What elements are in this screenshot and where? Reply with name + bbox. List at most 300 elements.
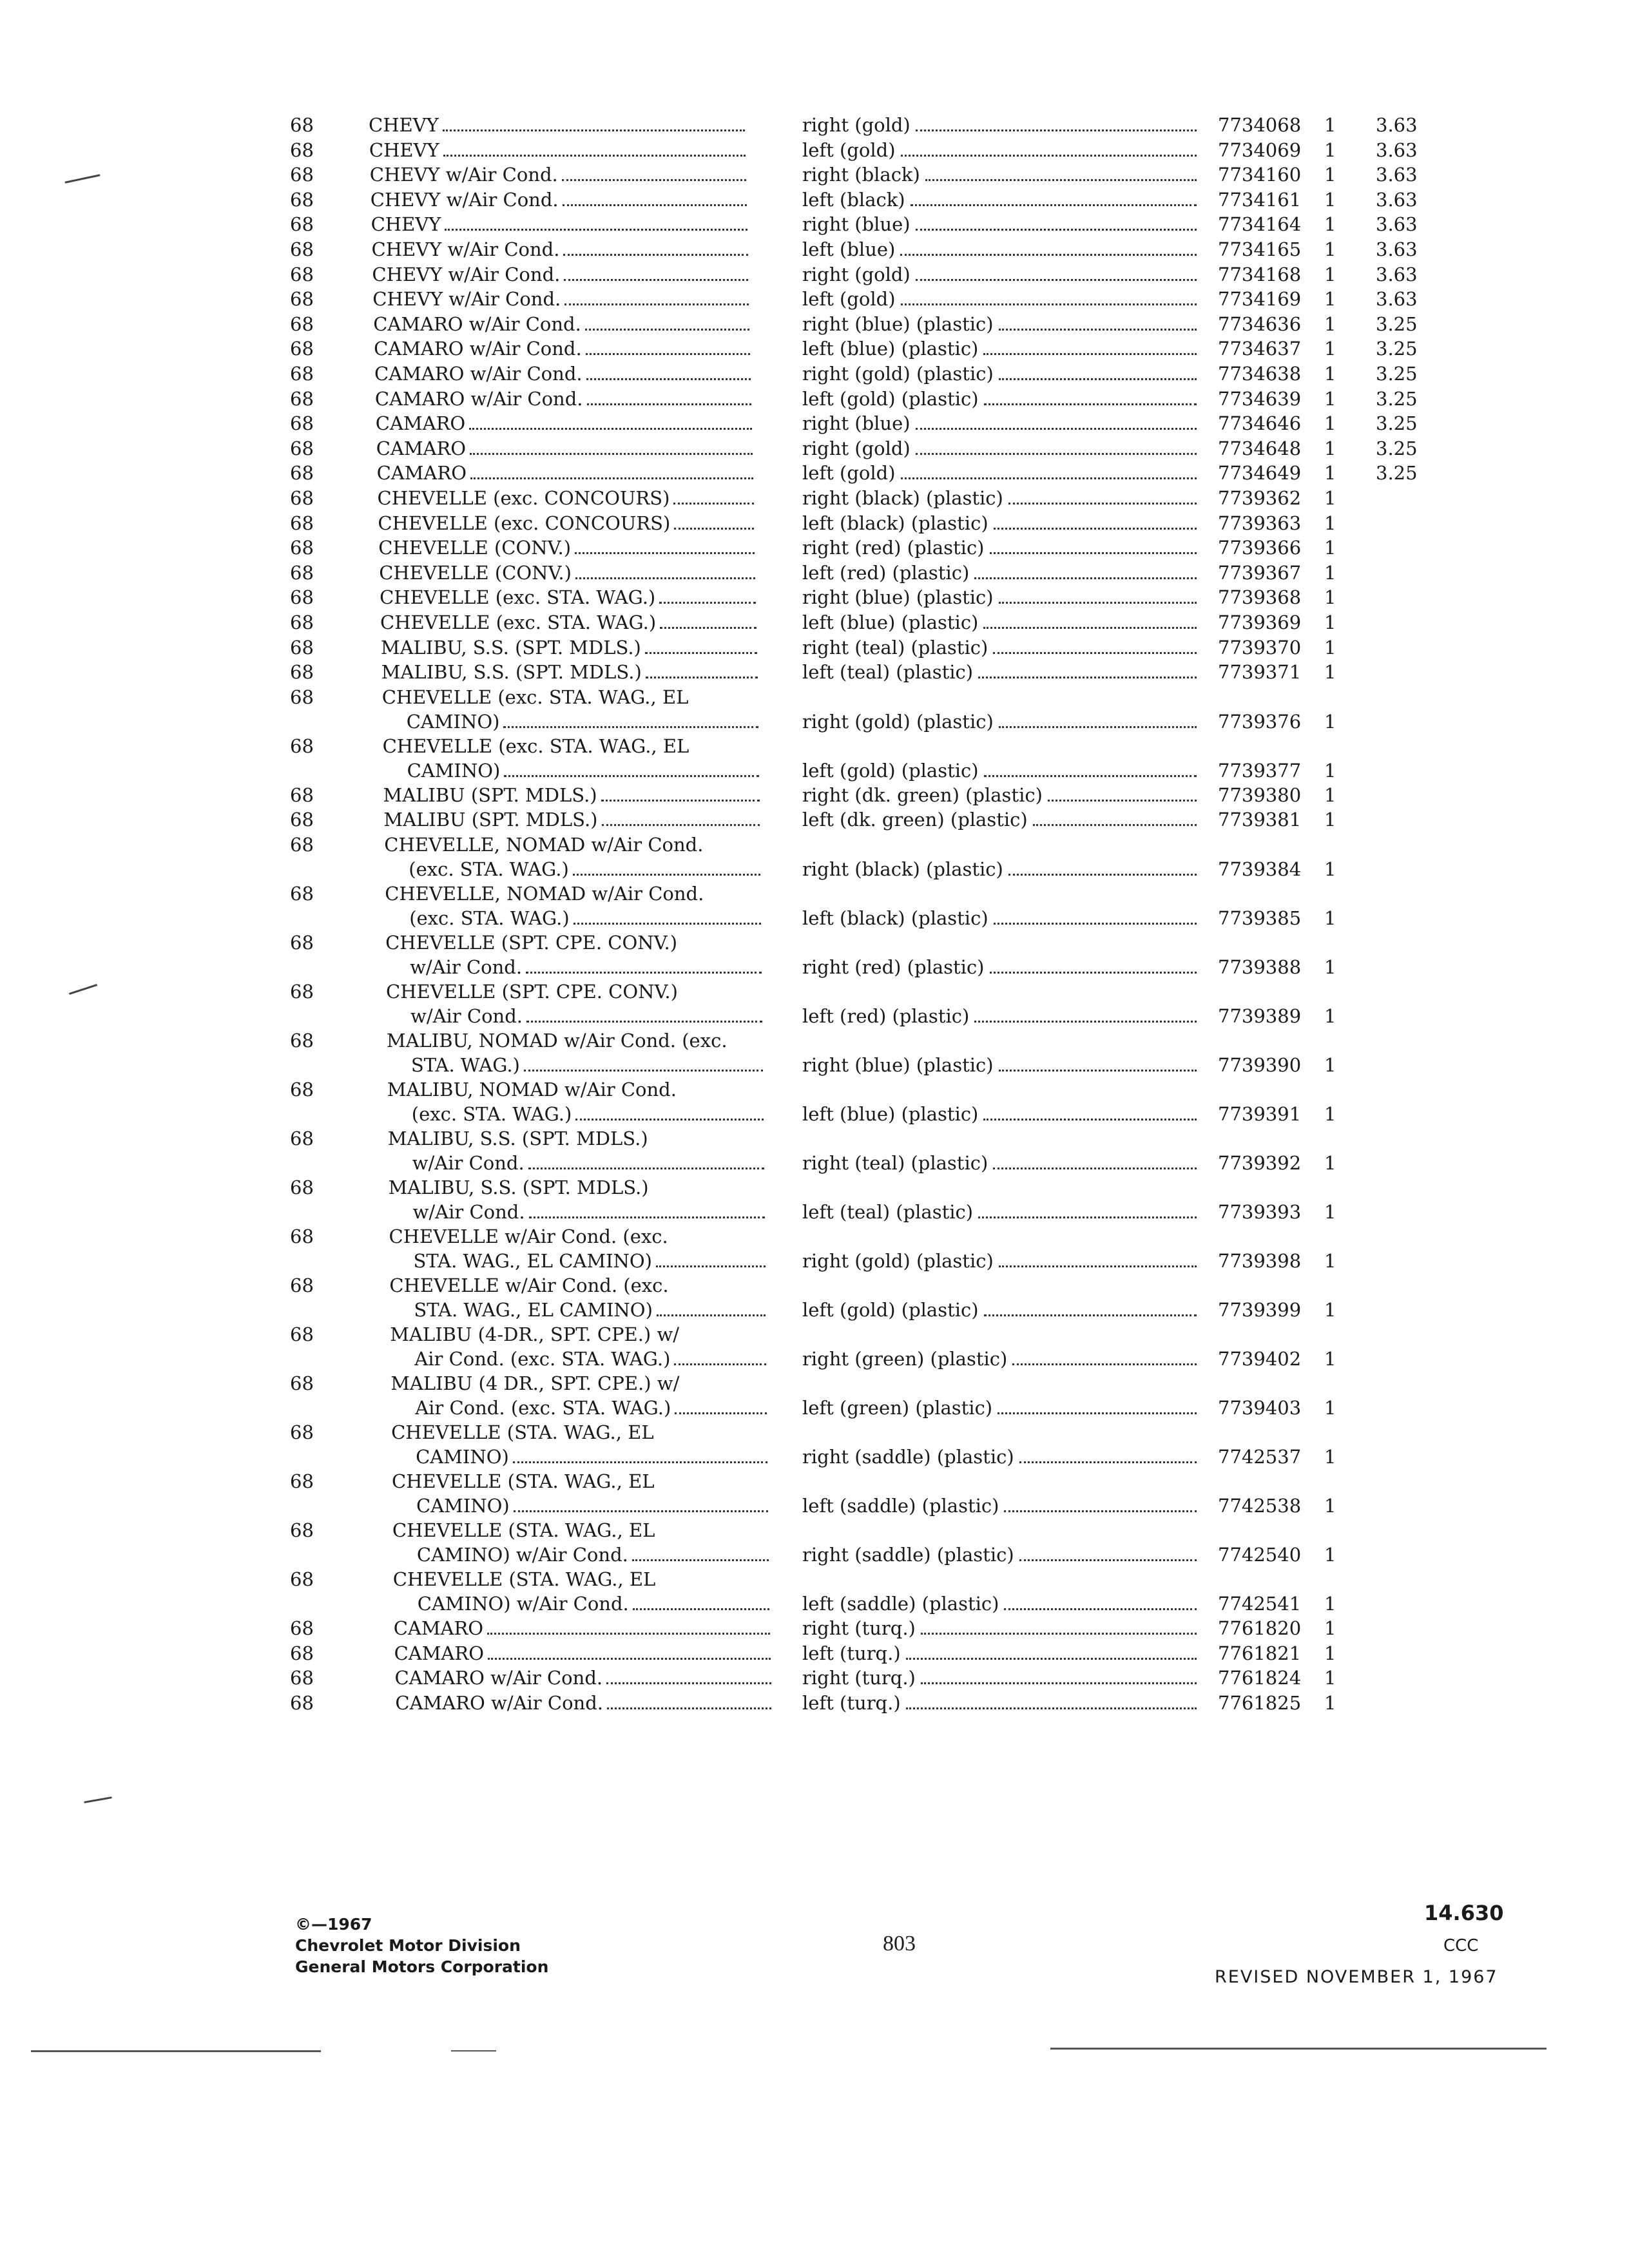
quantity: 1 <box>1324 188 1336 211</box>
model-text: CHEVELLE (CONV.) <box>379 561 572 584</box>
dot-leader <box>674 1363 766 1365</box>
description-text: left (green) (plastic) <box>802 1397 993 1419</box>
model-year: 68 <box>290 188 314 211</box>
description-text: left (gold) <box>802 462 896 485</box>
description-text: right (turq.) <box>802 1617 916 1639</box>
quantity: 1 <box>1324 338 1336 360</box>
part-description <box>802 1249 1202 1273</box>
model-description <box>390 1322 770 1371</box>
description-text: right (saddle) (plastic) <box>802 1544 1014 1566</box>
model-text: CHEVELLE (exc. STA. WAG., EL <box>381 686 689 708</box>
dot-leader <box>999 726 1197 728</box>
model-text: CAMARO w/Air Cond. <box>374 387 583 410</box>
model-description <box>383 783 764 807</box>
dot-leader <box>911 204 1197 206</box>
model-description <box>395 1666 775 1690</box>
margin-mark <box>69 984 98 995</box>
model-year: 68 <box>290 1274 314 1296</box>
part-number: 7734638 <box>1218 363 1302 385</box>
dot-leader <box>993 1168 1197 1169</box>
model-year: 68 <box>290 412 314 435</box>
model-description <box>378 486 758 510</box>
dot-leader <box>564 303 749 305</box>
model-description <box>373 312 753 336</box>
price: 3.63 <box>1376 164 1418 186</box>
description-text: left (saddle) (plastic) <box>802 1593 999 1615</box>
part-description <box>802 486 1202 510</box>
part-description <box>802 1298 1202 1322</box>
dot-leader <box>999 329 1197 331</box>
model-year: 68 <box>290 338 314 360</box>
model-year: 68 <box>290 512 314 534</box>
model-text: CHEVELLE (STA. WAG., EL <box>391 1421 654 1443</box>
part-number: 7734160 <box>1218 164 1302 186</box>
part-number: 7739380 <box>1218 783 1302 806</box>
part-number: 7739377 <box>1218 759 1302 782</box>
model-year: 68 <box>290 561 314 584</box>
dot-leader <box>1019 1559 1197 1561</box>
dot-leader <box>990 552 1197 554</box>
model-year: 68 <box>290 586 314 609</box>
description-text: left (gold) (plastic) <box>802 759 979 782</box>
part-description <box>802 857 1202 881</box>
part-number: 7739384 <box>1218 858 1302 880</box>
quantity: 1 <box>1324 907 1336 929</box>
model-text-continued: (exc. STA. WAG.) <box>409 907 570 929</box>
model-text-continued: STA. WAG., EL CAMINO) <box>414 1299 653 1321</box>
model-description <box>385 881 765 930</box>
model-year: 68 <box>290 1568 314 1590</box>
dot-leader <box>443 155 746 157</box>
dot-leader <box>998 1412 1197 1414</box>
dot-leader <box>575 1119 764 1120</box>
dot-leader <box>573 874 761 876</box>
dot-leader <box>916 428 1197 430</box>
part-description <box>802 138 1202 162</box>
dot-leader <box>974 1021 1197 1023</box>
model-text: CAMARO <box>376 462 467 485</box>
description-text: right (black) <box>802 164 920 186</box>
part-number: 7739367 <box>1218 561 1302 584</box>
model-year: 68 <box>290 537 314 559</box>
model-text-continued: STA. WAG., EL CAMINO) <box>413 1250 652 1272</box>
margin-mark <box>84 1796 112 1803</box>
part-description <box>802 212 1202 236</box>
model-year: 68 <box>290 1691 314 1714</box>
quantity: 1 <box>1324 312 1336 335</box>
part-description <box>802 113 1202 137</box>
dot-leader <box>999 1070 1197 1072</box>
part-description <box>802 1616 1202 1640</box>
part-number: 7734161 <box>1218 188 1302 211</box>
part-number: 7734069 <box>1218 139 1302 161</box>
model-year: 68 <box>290 487 314 509</box>
dot-leader <box>906 1707 1197 1709</box>
model-text: CAMARO w/Air Cond. <box>374 363 583 385</box>
model-description <box>381 635 761 660</box>
quantity: 1 <box>1324 412 1336 435</box>
part-number: 7734637 <box>1218 338 1302 360</box>
description-text: right (saddle) (plastic) <box>802 1446 1014 1468</box>
dot-leader <box>562 179 746 181</box>
price: 3.63 <box>1376 213 1418 236</box>
model-text: CHEVELLE (SPT. CPE. CONV.) <box>386 981 678 1003</box>
dot-leader <box>921 1682 1197 1684</box>
part-description <box>802 1494 1202 1518</box>
model-text-continued: CAMINO) w/Air Cond. <box>416 1544 628 1566</box>
model-year: 68 <box>290 238 314 260</box>
part-number: 7739399 <box>1218 1299 1302 1321</box>
model-text: CHEVELLE w/Air Cond. (exc. <box>389 1274 669 1296</box>
description-text: right (dk. green) (plastic) <box>802 783 1043 806</box>
dot-leader <box>563 204 747 206</box>
quantity: 1 <box>1324 1348 1336 1370</box>
model-year: 68 <box>290 139 314 161</box>
model-year: 68 <box>290 661 314 684</box>
model-year: 68 <box>290 263 314 285</box>
part-description <box>802 312 1202 336</box>
model-text-continued: w/Air Cond. <box>410 1005 523 1027</box>
part-number: 7739376 <box>1218 710 1302 733</box>
description-text: left (turq.) <box>802 1691 901 1714</box>
part-number: 7734636 <box>1218 312 1302 335</box>
model-description <box>389 1273 769 1322</box>
quantity: 1 <box>1324 1667 1336 1689</box>
model-year: 68 <box>290 1177 314 1198</box>
dot-leader <box>901 155 1197 157</box>
description-text: right (turq.) <box>802 1667 916 1689</box>
dot-leader <box>984 403 1197 405</box>
model-text-continued: Air Cond. (exc. STA. WAG.) <box>415 1397 671 1419</box>
price: 3.25 <box>1376 312 1418 335</box>
model-text: CAMARO <box>375 412 466 435</box>
dot-leader <box>675 1412 767 1414</box>
price: 3.25 <box>1376 363 1418 385</box>
model-description <box>389 1175 769 1224</box>
model-year: 68 <box>290 462 314 485</box>
dot-leader <box>470 477 753 479</box>
part-number: 7739385 <box>1218 907 1302 929</box>
dot-leader <box>673 503 753 505</box>
model-description <box>390 1371 771 1420</box>
model-text: CHEVY w/Air Cond. <box>372 288 561 311</box>
model-year: 68 <box>290 1128 314 1149</box>
description-text: left (dk. green) (plastic) <box>802 809 1028 831</box>
dot-leader <box>587 403 751 405</box>
model-year: 68 <box>290 834 314 856</box>
dot-leader <box>901 303 1197 305</box>
part-description <box>802 1053 1202 1077</box>
quantity: 1 <box>1324 537 1336 559</box>
part-description <box>802 436 1202 461</box>
model-text-continued: CAMINO) <box>416 1495 510 1517</box>
dot-leader <box>994 923 1197 925</box>
quantity: 1 <box>1324 164 1336 186</box>
quantity: 1 <box>1324 1495 1336 1517</box>
model-year: 68 <box>290 1470 314 1492</box>
dot-leader <box>564 279 748 281</box>
part-description <box>802 387 1202 411</box>
quantity: 1 <box>1324 462 1336 485</box>
dot-leader <box>916 453 1197 455</box>
model-text-continued: CAMINO) w/Air Cond. <box>417 1593 629 1615</box>
model-text: CHEVELLE (STA. WAG., EL <box>392 1519 655 1541</box>
dot-leader <box>524 1070 763 1072</box>
description-text: right (gold) (plastic) <box>802 1250 994 1272</box>
quantity: 1 <box>1324 661 1336 684</box>
description-text: left (black) (plastic) <box>802 907 988 929</box>
dot-leader <box>632 1559 769 1561</box>
model-description <box>392 1518 773 1567</box>
dot-leader <box>983 1119 1197 1120</box>
model-year: 68 <box>290 1323 314 1345</box>
part-description <box>802 585 1202 610</box>
part-description <box>802 411 1202 436</box>
dot-leader <box>575 577 755 579</box>
description-text: left (turq.) <box>802 1642 901 1664</box>
description-text: right (blue) (plastic) <box>802 312 994 335</box>
part-description <box>802 1396 1202 1420</box>
quantity: 1 <box>1324 1005 1336 1027</box>
dot-leader <box>585 329 749 331</box>
model-description <box>394 1616 774 1640</box>
part-number: 7739390 <box>1218 1054 1302 1076</box>
quantity: 1 <box>1324 288 1336 311</box>
quantity: 1 <box>1324 487 1336 509</box>
part-description <box>802 162 1202 187</box>
quantity: 1 <box>1324 1617 1336 1639</box>
dot-leader <box>984 775 1197 777</box>
model-text: CAMARO <box>394 1642 484 1664</box>
model-description <box>372 287 753 311</box>
model-year: 68 <box>290 437 314 459</box>
model-description <box>380 610 760 635</box>
dot-leader <box>526 972 762 974</box>
model-description <box>377 461 757 485</box>
quantity: 1 <box>1324 213 1336 236</box>
price: 3.25 <box>1376 462 1418 485</box>
model-text: CHEVELLE (SPT. CPE. CONV.) <box>385 932 678 954</box>
description-text: left (red) (plastic) <box>802 561 970 584</box>
model-description <box>387 1077 767 1126</box>
dot-leader <box>978 677 1197 678</box>
model-text: CHEVY <box>369 139 439 161</box>
revision-date: REVISED NOVEMBER 1, 1967 <box>1215 1967 1498 1987</box>
part-number: 7734169 <box>1218 288 1302 311</box>
model-text: CAMARO <box>393 1617 484 1639</box>
part-description <box>802 783 1202 807</box>
quantity: 1 <box>1324 759 1336 782</box>
part-number: 7761820 <box>1218 1617 1302 1639</box>
part-number: 7734165 <box>1218 238 1302 260</box>
model-year: 68 <box>290 1225 314 1247</box>
model-text: MALIBU, NOMAD w/Air Cond. (exc. <box>386 1030 728 1052</box>
part-description <box>802 906 1202 930</box>
quantity: 1 <box>1324 636 1336 658</box>
description-text: right (green) (plastic) <box>802 1348 1008 1370</box>
model-description <box>375 387 755 411</box>
description-text: right (red) (plastic) <box>802 956 985 978</box>
description-text: right (gold) <box>802 263 911 285</box>
section-code: CCC <box>1443 1936 1479 1956</box>
model-text: CHEVELLE (CONV.) <box>378 537 572 559</box>
part-description <box>802 1445 1202 1469</box>
model-year: 68 <box>290 686 314 708</box>
model-description <box>395 1691 775 1715</box>
quantity: 1 <box>1324 263 1336 285</box>
copyright-block <box>295 1914 548 1977</box>
model-text: MALIBU, NOMAD w/Air Cond. <box>387 1079 677 1100</box>
dot-leader <box>504 775 758 777</box>
quantity: 1 <box>1324 1201 1336 1223</box>
dot-leader <box>656 1265 766 1267</box>
dot-leader <box>1019 1461 1197 1463</box>
quantity: 1 <box>1324 783 1336 806</box>
model-text: CHEVELLE (STA. WAG., EL <box>392 1568 656 1590</box>
description-text: left (gold) <box>802 288 896 311</box>
part-description <box>802 955 1202 979</box>
part-number: 7734639 <box>1218 387 1302 410</box>
description-text: right (gold) <box>802 114 911 136</box>
part-description <box>802 561 1202 585</box>
model-text-continued: (exc. STA. WAG.) <box>411 1103 572 1125</box>
model-text: CHEVELLE, NOMAD w/Air Cond. <box>384 834 704 856</box>
part-number: 7761825 <box>1218 1691 1302 1714</box>
model-description <box>388 1126 768 1175</box>
description-text: right (black) (plastic) <box>802 858 1003 880</box>
part-description <box>802 187 1202 212</box>
dot-leader <box>646 677 758 678</box>
model-description <box>371 212 751 236</box>
part-description <box>802 262 1202 287</box>
model-description <box>378 535 758 560</box>
dot-leader <box>900 254 1197 256</box>
quantity: 1 <box>1324 1103 1336 1125</box>
quantity: 1 <box>1324 956 1336 978</box>
price: 3.63 <box>1376 238 1418 260</box>
description-text: left (teal) (plastic) <box>802 1201 974 1223</box>
dot-leader <box>999 602 1197 604</box>
dot-leader <box>1012 1363 1197 1365</box>
part-number: 7739389 <box>1218 1005 1302 1027</box>
dot-leader <box>563 254 747 256</box>
model-text-continued: CAMINO) <box>406 710 500 733</box>
dot-leader <box>660 627 757 629</box>
description-text: right (blue) <box>802 213 911 236</box>
dot-leader <box>1008 503 1197 505</box>
model-year: 68 <box>290 1421 314 1443</box>
model-text: CHEVY <box>369 114 439 136</box>
dot-leader <box>659 602 756 604</box>
dot-leader <box>488 1658 771 1660</box>
dot-leader <box>470 453 753 455</box>
section-number: 14.630 <box>1424 1901 1504 1925</box>
model-description <box>376 411 756 436</box>
part-number: 7739371 <box>1218 661 1302 684</box>
model-year: 68 <box>290 611 314 633</box>
model-text: CAMARO <box>376 437 467 459</box>
description-text: left (blue) (plastic) <box>802 611 979 633</box>
part-number: 7739392 <box>1218 1152 1302 1174</box>
description-text: right (gold) <box>802 437 911 459</box>
model-text: MALIBU (4-DR., SPT. CPE.) w/ <box>390 1323 680 1345</box>
dot-leader <box>586 353 750 355</box>
model-text-continued: (exc. STA. WAG.) <box>409 858 569 880</box>
model-text-continued: Air Cond. (exc. STA. WAG.) <box>414 1348 671 1370</box>
part-description <box>802 1641 1202 1666</box>
part-description <box>802 1666 1202 1690</box>
part-number: 7742538 <box>1218 1495 1302 1517</box>
margin-mark <box>64 174 100 184</box>
description-text: right (black) (plastic) <box>802 487 1003 509</box>
dot-leader <box>983 353 1197 355</box>
part-description <box>802 1591 1202 1616</box>
part-number: 7739391 <box>1218 1103 1302 1125</box>
model-description <box>374 361 755 386</box>
quantity: 1 <box>1324 139 1336 161</box>
part-description <box>802 758 1202 783</box>
model-year: 68 <box>290 114 314 136</box>
price: 3.25 <box>1376 437 1418 459</box>
quantity: 1 <box>1324 363 1336 385</box>
part-description <box>802 1200 1202 1224</box>
part-description <box>802 1542 1202 1567</box>
part-number: 7739368 <box>1218 586 1302 609</box>
dot-leader <box>983 627 1197 629</box>
model-description <box>381 660 762 684</box>
part-description <box>802 660 1202 684</box>
quantity: 1 <box>1324 512 1336 534</box>
model-text-continued: w/Air Cond. <box>412 1201 525 1223</box>
part-description <box>802 807 1202 832</box>
model-text: MALIBU (SPT. MDLS.) <box>383 809 598 831</box>
model-description <box>380 585 760 610</box>
dot-leader <box>526 1021 762 1023</box>
part-number: 7739388 <box>1218 956 1302 978</box>
dot-leader <box>999 378 1197 380</box>
description-text: right (teal) (plastic) <box>802 1152 988 1174</box>
dot-leader <box>469 428 752 430</box>
model-text-continued: CAMINO) <box>416 1446 509 1468</box>
dot-leader <box>993 652 1197 654</box>
price: 3.63 <box>1376 139 1418 161</box>
corporation-line: General Motors Corporation <box>295 1957 549 1976</box>
model-description <box>382 685 762 734</box>
description-text: left (blue) (plastic) <box>802 338 979 360</box>
bottom-rule-right <box>1050 2048 1547 2050</box>
model-description <box>372 237 752 262</box>
description-text: right (blue) (plastic) <box>802 1054 994 1076</box>
quantity: 1 <box>1324 611 1336 633</box>
quantity: 1 <box>1324 561 1336 584</box>
price: 3.63 <box>1376 263 1418 285</box>
model-text: CHEVELLE (exc. STA. WAG.) <box>380 586 656 609</box>
price: 3.25 <box>1376 338 1418 360</box>
dot-leader <box>1004 1510 1197 1512</box>
quantity: 1 <box>1324 1299 1336 1321</box>
quantity: 1 <box>1324 1397 1336 1419</box>
part-description <box>802 1102 1202 1126</box>
part-number: 7761821 <box>1218 1642 1302 1664</box>
dot-leader <box>999 1265 1197 1267</box>
part-description <box>802 361 1202 386</box>
model-description <box>389 1224 769 1273</box>
part-number: 7742540 <box>1218 1544 1302 1566</box>
model-year: 68 <box>290 1079 314 1100</box>
model-year: 68 <box>290 809 314 831</box>
description-text: right (blue) (plastic) <box>802 586 994 609</box>
model-year: 68 <box>290 387 314 410</box>
